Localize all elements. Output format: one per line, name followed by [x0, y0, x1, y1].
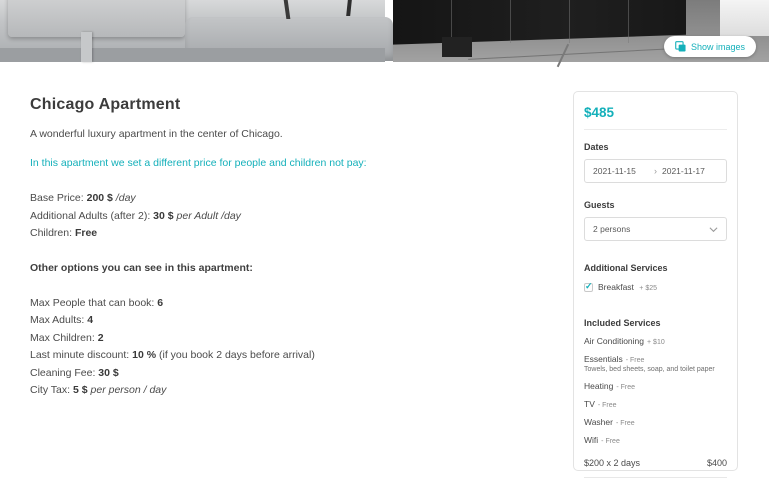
total-price: $485 [584, 105, 615, 120]
line-label: Max People that can book: [30, 296, 158, 309]
included-services-label: Included Services [584, 318, 661, 328]
chevron-right-icon: › [654, 166, 657, 176]
price-line [30, 225, 550, 243]
line-label: City Tax: [30, 384, 73, 396]
service-name: TV [584, 399, 595, 409]
gallery-photo-sofa[interactable] [0, 0, 385, 62]
floor-tile-line [557, 44, 569, 67]
booking-card [573, 91, 738, 471]
service-note: - Free [615, 420, 635, 427]
line-value: 30 $ [98, 366, 119, 379]
guests-label: Guests [584, 200, 615, 210]
service-name: Wifi [584, 435, 599, 445]
option-line [30, 365, 550, 383]
sofa-back-cushion [8, 0, 185, 37]
service-name: Essentials [584, 354, 623, 364]
line-value: 4 [87, 314, 94, 326]
line-value: 6 [157, 296, 164, 309]
breakfast-label: Breakfast + $25 [598, 282, 657, 292]
line-label: Base Price: [30, 192, 87, 204]
option-line [30, 295, 550, 313]
price-line [30, 208, 550, 226]
line-label: Max Adults: [30, 314, 88, 326]
checkout-date[interactable]: 2021-11-17 [662, 166, 705, 176]
options-intro: Other options you can see in this apartment: [30, 261, 253, 274]
line-value: Free [74, 227, 98, 239]
sofa-strap [81, 32, 93, 62]
price-line [30, 190, 550, 208]
kitchen-wall [720, 0, 769, 36]
listing-description: A wonderful luxury apartment in the center of Chicago. [30, 128, 283, 140]
cabinet-seams [393, 0, 686, 43]
breakfast-option[interactable] [584, 282, 727, 292]
show-images-label: Show images [690, 41, 745, 52]
service-item [584, 399, 727, 409]
line-value: 200 $ [86, 192, 113, 204]
service-note: + $10 [647, 339, 665, 346]
service-note: - Free [601, 438, 620, 445]
checkin-date[interactable]: 2021-11-15 [593, 166, 636, 176]
service-item [584, 435, 727, 445]
line-label: Last minute discount: [30, 349, 133, 361]
option-lines [30, 295, 550, 400]
option-line [30, 312, 550, 330]
guests-value: 2 persons [593, 224, 631, 234]
subtotal-row [584, 458, 727, 478]
images-icon [675, 41, 686, 52]
sofa-base [0, 48, 385, 62]
line-label: Additional Adults (after 2): [30, 209, 154, 222]
service-name: Washer [584, 417, 613, 427]
service-item [584, 336, 727, 346]
line-suffix: /day [112, 192, 136, 204]
photo-gallery-strip [0, 0, 769, 62]
line-suffix: per person / day [87, 384, 167, 396]
option-line [30, 347, 550, 365]
cabinet-foot [442, 37, 472, 57]
chair-leg [284, 0, 290, 19]
floor-tile-line [468, 47, 693, 60]
checkmark-icon: ✓ [585, 280, 593, 291]
line-label: Max Children: [30, 331, 98, 344]
show-images-button[interactable] [664, 36, 756, 57]
price-lines [30, 190, 550, 243]
line-label: Children: [30, 227, 75, 239]
line-value: 30 $ [153, 209, 174, 222]
page-title: Chicago Apartment [30, 96, 181, 113]
date-range-input[interactable] [584, 159, 727, 183]
listing-details [30, 96, 550, 400]
service-note: - Free [597, 402, 617, 409]
line-value: 10 % [132, 349, 157, 361]
service-note: - Free [625, 357, 645, 364]
service-item [584, 381, 727, 391]
subtotal-value: $400 [706, 458, 727, 468]
subtotal-label: $200 x 2 days [584, 458, 641, 468]
dates-label: Dates [584, 142, 609, 152]
chair-leg [346, 0, 352, 16]
line-label: Cleaning Fee: [30, 366, 99, 379]
service-name: Air Conditioning [584, 336, 645, 346]
service-name: Heating [584, 381, 614, 391]
line-suffix: per Adult /day [173, 209, 241, 222]
chevron-down-icon [709, 225, 718, 234]
service-item [584, 417, 727, 427]
option-line [30, 382, 550, 400]
service-item [584, 354, 727, 373]
line-value: 5 $ [72, 384, 88, 396]
included-services-list [584, 336, 727, 445]
breakfast-checkbox[interactable] [584, 280, 593, 292]
line-value: 2 [97, 331, 104, 344]
additional-services-label: Additional Services [584, 263, 668, 273]
option-line [30, 330, 550, 348]
service-note: - Free [616, 384, 635, 391]
line-suffix: (if you book 2 days before arrival) [156, 349, 315, 361]
breakfast-price: + $25 [639, 285, 657, 292]
guests-select[interactable] [584, 217, 727, 241]
service-detail: Towels, bed sheets, soap, and toilet paper [584, 366, 715, 373]
divider [584, 129, 727, 130]
listing-highlight: In this apartment we set a different price for people and children not pay: [30, 157, 367, 169]
